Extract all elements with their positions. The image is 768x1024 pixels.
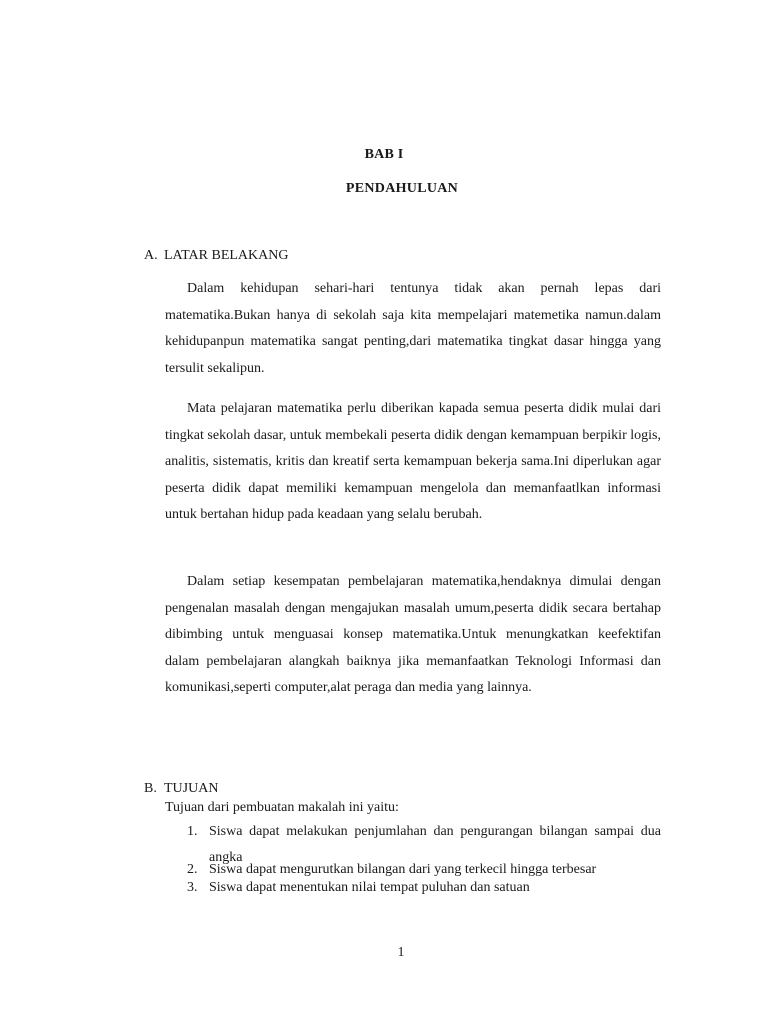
list-item-text: Siswa dapat melakukan penjumlahan dan pengurangan bilangan sampai dua angka <box>209 824 661 865</box>
chapter-subtitle: PENDAHULUAN <box>345 181 459 196</box>
chapter-title: BAB I <box>364 147 404 162</box>
section-a-title: LATAR BELAKANG <box>164 248 289 263</box>
section-b-letter: B. <box>144 781 157 796</box>
paragraph: Dalam kehidupan sehari-hari tentunya tidak akan pernah lepas dari matematika.Bukan hanya di sekolah saja kita mempelajari matemetika namun.dalam kehidupanpun matematika sangat penting,dari matematika tingkat dasar hingga yang tersulit sekalipun. <box>165 281 661 376</box>
section-a-heading <box>144 248 288 264</box>
paragraph: Dalam setiap kesempatan pembelajaran matematika,hendaknya dimulai dengan pengenalan masalah dengan mengajukan masalah umum,peserta didik secara bertahap dibimbing untuk menguasai konsep matematika.Untuk menungkatkan keefektifan dalam pembelajaran alangkah baiknya jika memanfaatkan Teknologi Informasi dan komunikasi,seperti computer,alat peraga dan media yang lainnya. <box>165 574 661 696</box>
section-a-letter: A. <box>144 248 158 263</box>
list-item <box>187 880 661 896</box>
section-b-heading <box>144 781 218 797</box>
list-item-text: Siswa dapat mengurutkan bilangan dari yang terkecil hingga terbesar <box>209 862 597 877</box>
goals-intro: Tujuan dari pembuatan makalah ini yaitu: <box>165 800 399 815</box>
list-item-number: 3. <box>187 880 198 895</box>
page-number: 1 <box>397 945 405 960</box>
list-item-number: 2. <box>187 862 198 877</box>
list-item-text: Siswa dapat menentukan nilai tempat puluhan dan satuan <box>209 880 530 895</box>
list-item <box>187 862 661 878</box>
section-b-title: TUJUAN <box>164 781 219 796</box>
paragraph: Mata pelajaran matematika perlu diberikan kapada semua peserta didik mulai dari tingkat sekolah dasar, untuk membekali peserta didik dengan kemampuan berpikir logis, analitis, sistematis, kritis dan kreatif serta kemampuan bekerja sama.Ini diperlukan agar peserta didik dapat memiliki kemampuan mengelola dan memanfaatlkan informasi untuk bertahan hidup pada keadaan yang selalu berubah. <box>165 401 661 523</box>
list-item-number: 1. <box>187 824 198 839</box>
